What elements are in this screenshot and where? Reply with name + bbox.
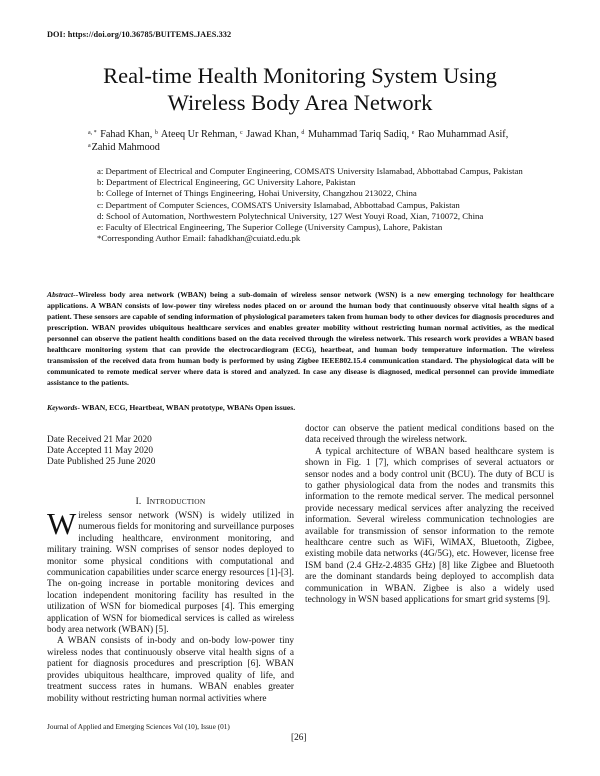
author: $^b$ Ateeq Ur Rehman, <box>154 129 238 140</box>
publication-dates <box>47 435 155 469</box>
affiliation: d: School of Automation, Northwestern Polytechnical University, 127 West Youyi Road, Xian, 710072, China <box>97 210 484 221</box>
paragraph: A WBAN consists of in-body and on-body low-power tiny wireless nodes that continuously observe vital health signs of a patient for diagnosis procedures and prescription [6]. WBAN provides ubiquitous healthcare, improved quality of life, and treatment success rates in humans. WBAN enables greater mobility without restricting human normal activities where <box>47 636 294 704</box>
affiliation: b: College of Internet of Things Engineering, Hohai University, Changzhou 213022, China <box>97 188 417 199</box>
abstract <box>47 289 554 388</box>
section-title-rest: NTRODUCTION <box>149 497 206 506</box>
date-published: Date Published 25 June 2020 <box>47 457 156 468</box>
paper-title <box>0 62 600 116</box>
author-list <box>88 128 568 154</box>
keywords-label: Keywords <box>47 403 78 412</box>
paragraph: A typical architecture of WBAN based healthcare system is shown in Fig. 1 [7], which comprises of several actuators or sensor nodes and a body control unit (BCU). The duty of BCU is to gather physiological data from the nodes and transmits this information to the remote medical server. The medical personnel provide necessary medical services after analyzing the received information. Several wireless communication technologies are available for transmission of sensor information to the remote healthcare centre such as WiFi, WiMAX, Bluetooth, Zigbee, existing mobile data networks (4G/5G), etc. However, license free ISM band (2.4 GHz-2.4835 GHz) [8] like Zigbee and Bluetooth are the dominant standards being deployed to accomplish data communication in WBAN. Zigbee is also a widely used technology in WSN based applications for smart grid systems [9]. <box>305 446 554 606</box>
keywords-text: - WBAN, ECG, Heartbeat, WBAN prototype, WBANs Open issues. <box>77 403 296 412</box>
paragraph: Wireless sensor network (WSN) is widely utilized in numerous fields for monitoring and surveillance purposes including healthcare, environment monitoring, and military training. WSN comprises of sensor nodes deployed to monitor some physical conditions with computational and communication capabilities under scarce energy resources [1]-[3]. The on-going increase in portable monitoring devices and location independent monitoring facility has resulted in the utilization of WSN for biomedical purposes [4]. This emerging application of WSN for biomedical services is called as wireless body area network (WBAN) [5]. <box>47 506 294 636</box>
section-number: I. <box>135 497 142 507</box>
author: $^a$Zahid Mahmood <box>88 142 160 153</box>
title-line-1: Real-time Health Monitoring System Using <box>103 63 497 88</box>
author: $^e$ Rao Muhammad Asif, <box>411 129 509 140</box>
section-heading <box>47 497 294 507</box>
date-accepted: Date Accepted 11 May 2020 <box>47 446 154 457</box>
title-line-2: Wireless Body Area Network <box>167 90 433 115</box>
body-column-left <box>47 506 294 705</box>
section-title-first: I <box>146 497 150 507</box>
affiliation: a: Department of Electrical and Computer Engineering, COMSATS University Islamabad, Abbottabad Campus, Pakistan <box>97 166 523 176</box>
abstract-text: Wireless body area network (WBAN) being a sub-domain of wireless sensor network (WSN) is a new emerging technology for healthcare applications. A WBAN consists of low-power tiny wireless nodes placed on or around the human body that continuously observe vital health signs of a patient. These sensors are capable of sending information of physiological parameters taken from human body to other devices for diagnosis procedures and prescription. WBAN provides ubiquitous healthcare services and enables greater mobility without restricting human normal activities, as the medical personnel can observe the patient health conditions based on the data received through the wireless network. This research work provides a WBAN based healthcare monitoring system that can provide the electrocardiogram (ECG), heartbeat, and human body temperature information. The wireless transmission of the received data from human body is performed by using Zigbee IEEE802.15.4 communication standard. The physiological data will be communicated to remote medical server where data is stored and analyzed. In case any disease is diagnosed, medical personnel can provide immediate assistance to the patients. <box>47 290 554 387</box>
drop-cap: W <box>47 506 77 541</box>
keywords <box>47 403 554 412</box>
doi-link[interactable]: DOI: https://doi.org/10.36785/BUITEMS.JAES.332 <box>47 30 232 39</box>
affiliation: e: Faculty of Electrical Engineering, The Superior College (University Campus), Lahore, Pakistan <box>97 222 443 233</box>
date-received: Date Received 21 Mar 2020 <box>47 435 152 445</box>
affiliation: b: Department of Electrical Engineering, GC University Lahore, Pakistan <box>97 177 356 188</box>
affiliation: c: Department of Computer Sciences, COMSATS University Islamabad, Abbottabad Campus, Pakistan <box>97 199 460 210</box>
page-number: [26] <box>291 733 307 743</box>
paragraph: doctor can observe the patient medical conditions based on the data received through the wireless network. <box>305 424 554 446</box>
author: $^c$ Jawad Khan, <box>240 129 299 140</box>
author: $^d$ Muhammad Tariq Sadiq, <box>301 129 410 140</box>
body-column-right <box>305 424 554 607</box>
author: $^{a, *}$ Fahad Khan, <box>88 129 153 140</box>
journal-footer: Journal of Applied and Emerging Sciences Vol (10), Issue (01) <box>47 722 230 731</box>
abstract-label: Abstract-- <box>47 290 79 299</box>
corresponding-email: *Corresponding Author Email: fahadkhan@cuiatd.edu.pk <box>97 233 301 244</box>
affiliations <box>97 166 562 244</box>
